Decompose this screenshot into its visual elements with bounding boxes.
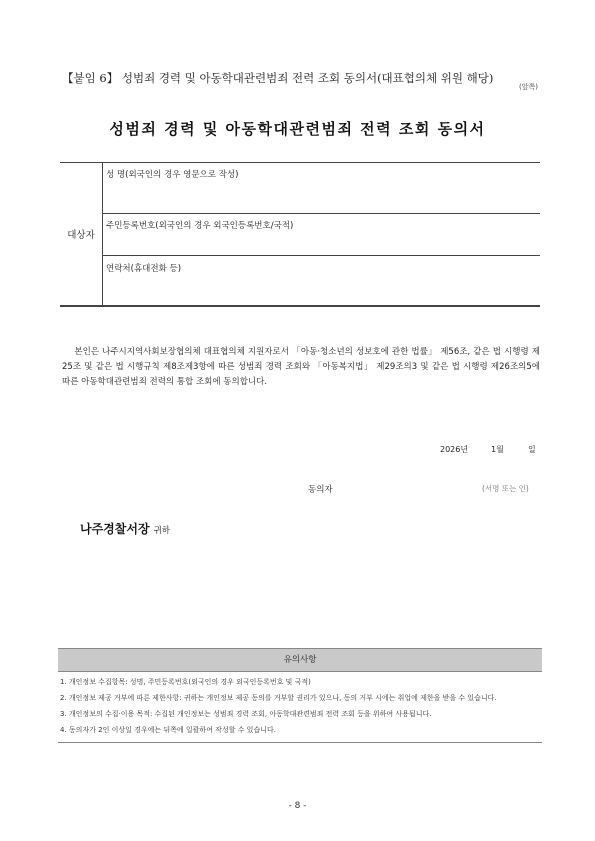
name-field[interactable]: 성 명(외국인의 경우 영문으로 작성) — [106, 170, 239, 180]
recipient-honorific: 귀하 — [153, 526, 170, 536]
notes-heading: 유의사항 — [58, 648, 542, 672]
list-item: 4. 동의자가 2인 이상일 경우에는 뒤쪽에 일괄하여 작성할 수 있습니다. — [60, 726, 276, 734]
document-title: 성범죄 경력 및 아동학대관련범죄 전력 조회 동의서 — [109, 120, 486, 138]
contact-field[interactable]: 연락처(휴대전화 등) — [106, 264, 182, 274]
list-item: 2. 개인정보 제공 거부에 따른 제한사항: 귀하는 개인정보 제공 동의를 거부할 권리가 있으나, 동의 거부 시에는 취업에 제한을 받을 수 있습니다. — [60, 694, 497, 702]
date-day: 일 — [528, 445, 536, 454]
form-row-divider — [102, 213, 540, 214]
form-column-divider — [102, 163, 103, 305]
list-item: 3. 개인정보의 수집·이용 목적: 수집된 개인정보는 성범죄 경력 조회, 아동학대관련범죄 전력 조회 등을 위하여 사용됩니다. — [60, 710, 432, 718]
subject-label: 대상자 — [67, 230, 95, 241]
subject-info-form — [60, 162, 540, 306]
consenter-label: 동의자 — [308, 485, 333, 495]
form-row-divider — [102, 255, 540, 256]
date-year: 2026년 — [440, 445, 469, 454]
recipient — [80, 520, 170, 537]
signature-hint[interactable]: (서명 또는 인) — [482, 484, 529, 493]
list-item: 1. 개인정보 수집항목: 성명, 주민등록번호(외국인의 경우 외국인등록번호 및 국적) — [60, 678, 311, 686]
attachment-header: 【붙임 6】 성범죄 경력 및 아동학대관련범죄 전력 조회 동의서(대표협의체 위원 해당) — [62, 71, 494, 85]
resident-number-field[interactable]: 주민등록번호(외국인의 경우 외국인등록번호/국적) — [106, 221, 294, 231]
date-month: 1월 — [491, 445, 504, 454]
form-bottom-rule — [60, 306, 540, 307]
page-side-label: (앞쪽) — [519, 83, 538, 91]
page-number: - 8 - — [288, 801, 307, 811]
notes-box — [58, 648, 542, 743]
consent-paragraph — [62, 345, 540, 390]
recipient-name: 나주경찰서장 — [80, 522, 150, 536]
consent-text: 본인은 나주시지역사회보장협의체 대표협의체 지원자로서 「아동·청소년의 성보호에 관한 법률」 제56조, 같은 법 시행령 제25조 및 같은 법 시행규칙 제8조제3항에 따른 성범죄 경력 조회와 「아동복지법」 제29조의3 및 같은 법 시행령 제26조의5에 따른 아동학대관련범죄 전력의 통합 조회에 동의합니다. — [62, 347, 540, 387]
notes-list — [58, 677, 542, 743]
